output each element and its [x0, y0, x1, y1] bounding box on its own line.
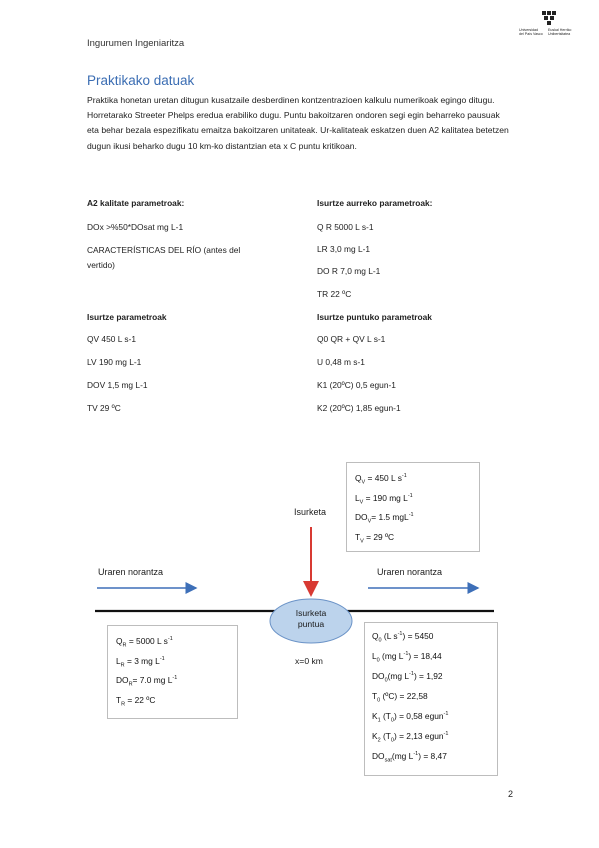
point-box-line: $L_0$ (mg $L^{-1}) = 18,44$: [372, 651, 442, 664]
discharge-box-line: $L_V = 190$ mg $L^{-1}$: [355, 492, 413, 506]
upstream-line: DO R 7,0 mg L-1: [317, 266, 381, 276]
discharge-box-line: $Q_V = 450$ L $s^{-1}$: [355, 473, 407, 486]
discharge-line: TV 29 ºC: [87, 403, 121, 413]
point-line: Q0 QR + QV L s-1: [317, 334, 386, 344]
flow-label-right: Uraren norantza: [377, 567, 443, 577]
river-characteristics: CARACTERÍSTICAS DEL RÍO (antes del vertido): [87, 245, 241, 270]
logo-text-right: Euskal Herriko Unibertsitatea: [548, 28, 572, 37]
flow-label-left: Uraren norantza: [98, 567, 164, 577]
point-params: [317, 312, 517, 422]
header-course: Ingurumen Ingeniaritza: [87, 38, 185, 49]
upstream-box-line: $Q_R = 5000$ L $s^{-1}$: [116, 636, 173, 649]
upstream-line: TR 22 ºC: [317, 289, 352, 299]
discharge-point-label: Isurketa puntua: [295, 608, 327, 629]
point-line: K1 (20ºC) 0,5 egun-1: [317, 380, 396, 390]
discharge-box-line: $T_V = 29$ ºC: [355, 531, 395, 545]
point-box-line: $Q_0$ (L $s^{-1}) = 5450$: [372, 631, 434, 644]
point-box-line: $DO_{sat}(mg$ $L^{-1}) = 8,47$: [372, 751, 447, 764]
point-line: U 0,48 m s-1: [317, 357, 365, 367]
upstream-box-line: $DO_R= 7.0$ mg $L^{-1}$: [116, 675, 178, 688]
university-logo: [519, 10, 573, 42]
discharge-heading: Isurtze parametroak: [87, 312, 167, 322]
upstream-line: Q R 5000 L s-1: [317, 222, 374, 232]
discharge-line: QV 450 L s-1: [87, 334, 137, 344]
upstream-box-line: $L_R = 3$ mg $L^{-1}$: [116, 655, 165, 669]
point-heading: Isurtze puntuko parametroak: [317, 312, 432, 322]
logo-text-left: Universidad del País Vasco: [519, 28, 543, 37]
point-box-line: $K_2$ $(T_0) = 2,13$ egun$^{-1}$: [372, 731, 449, 744]
upstream-box-line: $T_R = 22$ ºC: [116, 694, 156, 708]
upstream-params: [317, 198, 517, 308]
point-line: K2 (20ºC) 1,85 egun-1: [317, 403, 401, 413]
point-params-box: [364, 622, 498, 776]
point-box-line: $K_1$ $(T_0) = 0,58$ egun$^{-1}$: [372, 711, 449, 724]
x-position-label: x=0 km: [295, 656, 323, 666]
discharge-label: Isurketa: [294, 507, 327, 517]
point-box-line: $T_0$ (ºC) = 22,58: [372, 691, 428, 704]
a2-heading: A2 kalitate parametroak:: [87, 198, 185, 208]
discharge-line: LV 190 mg L-1: [87, 357, 142, 367]
a2-params: [87, 198, 287, 298]
upstream-params-box: [107, 625, 238, 719]
discharge-diagram: [0, 445, 599, 775]
a2-line: DOx >%50*DOsat mg L-1: [87, 222, 184, 232]
section-title: Praktikako datuak: [87, 73, 195, 88]
upstream-heading: Isurtze aurreko parametroak:: [317, 198, 433, 208]
university-logo-icon: [541, 10, 557, 26]
intro-paragraph: Praktika honetan uretan ditugun kusatzaile desberdinen kontzentrazioen kalkulu numerikoak egingo ditugu. Horretarako Streeter Phelps eredua erabiliko dugu. Puntu bakoitzaren ondoren segi egin beharreko pausuak eta behar bezala espezifikatu emaitza bakoitzaren unitateak. Ur-kalitateak eskatzen duen A2 kalitatea betetzen dugun ikusi beharko dugu 10 km-ko distantzian eta x C puntu kritikoan.: [87, 95, 509, 151]
discharge-params: [87, 312, 287, 422]
page-number: 2: [508, 789, 514, 799]
point-box-line: $DO_0(mg$ $L^{-1}) = 1,92$: [372, 671, 443, 684]
discharge-box-line: $DO_V= 1.5$ mgL$^{-1}$: [355, 512, 414, 525]
discharge-params-box: [346, 462, 480, 552]
upstream-line: LR 3,0 mg L-1: [317, 244, 371, 254]
discharge-line: DOV 1,5 mg L-1: [87, 380, 148, 390]
